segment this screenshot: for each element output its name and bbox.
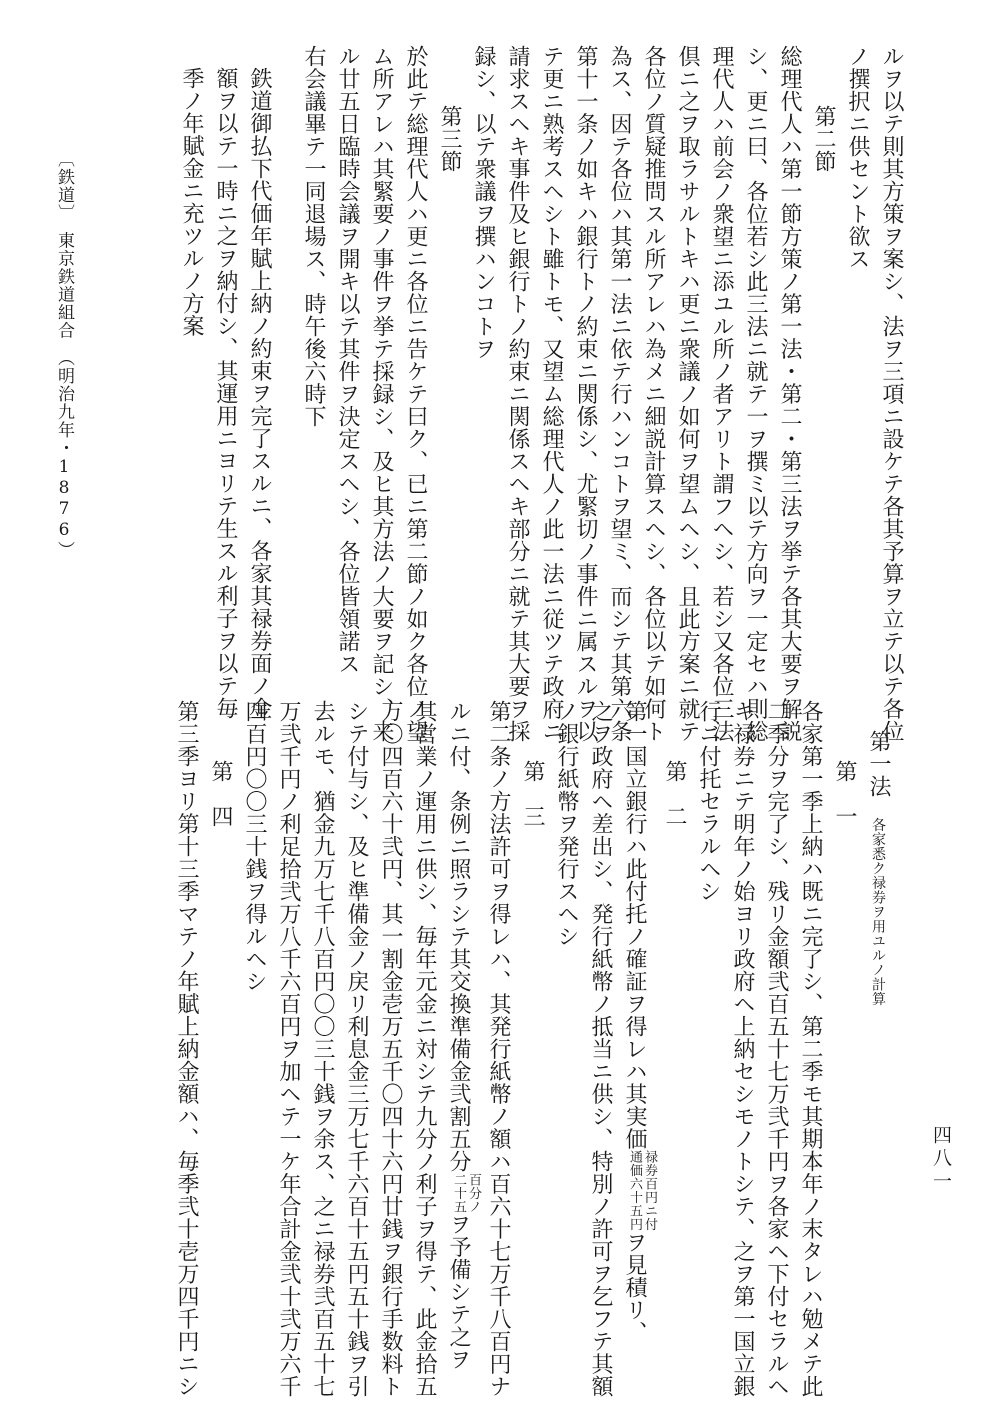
section-heading: 第三節 — [437, 105, 462, 173]
text-run: 第一国立銀行ハ此付托ノ確証ヲ得レハ其実価 — [622, 700, 647, 1150]
item-heading: 第 三 — [520, 760, 545, 828]
text-column: シ、更ニ曰、各位若シ此三法ニ就テ一ヲ撰ミ以テ方向ヲ一定セハ則総 — [743, 45, 768, 743]
text-column: 理代人ハ前会ノ衆望ニ添ユル所ノ者アリト謂フヘシ、若シ又各位三法 — [709, 45, 734, 743]
text-column: 各位ノ質疑推問スル所アレハ為メニ細説計算スヘシ、各位以テ如何ト — [641, 45, 666, 743]
text-column: キ禄券ニテ明年ノ始ヨリ政府ヘ上納セシモノトシテ、之ヲ第一国立銀 — [730, 700, 755, 1398]
text-column: 請求スヘキ事件及ヒ銀行トノ約束ニ関係スヘキ部分ニ就テ其大要ヲ採 — [505, 45, 530, 743]
text-column: 四百円〇〇三十銭ヲ得ルヘシ — [242, 700, 267, 993]
text-column: 第二条ノ方法許可ヲ得レハ、其発行紙幣ノ額ハ百六十七万千八百円ナ — [486, 700, 511, 1398]
gloss-line: 二十五 — [451, 1172, 466, 1213]
text-column: 為ス、因テ各位ハ其第一法ニ依テ行ハンコトヲ望ミ、而シテ其第六条 — [607, 45, 632, 743]
text-column: 二季分ヲ完了シ、残リ金額弐百五十七万弐千円ヲ各家ヘ下付セラルヘ — [764, 700, 789, 1398]
text-column: ルヲ以テ則其方策ヲ案シ、法ヲ三項ニ設ケテ各其予算ヲ立テ以テ各位 — [879, 45, 904, 743]
text-column: 万〇四百六十弐円、其一割金壱万五千〇四十六円廿銭ヲ銀行手数料ト — [378, 700, 403, 1398]
text-column: ム所アレハ其緊要ノ事件ヲ挙テ採録シ、及ヒ其方法ノ大要ヲ記シ、来 — [369, 45, 394, 743]
text-column: 右会議畢テ一同退場ス、時午後六時下 — [301, 45, 326, 428]
text-run: ルニ付、条例ニ照ラシテ其交換準備金弐割五分 — [446, 700, 471, 1173]
text-column: 鉄道御払下代価年賦上納ノ約束ヲ完了スルニ、各家其禄券面ノ金 — [247, 67, 272, 720]
lower-text-block — [169, 700, 895, 1398]
text-run: ヲ見積リ、 — [622, 1231, 647, 1344]
gloss-line: 通価六十五円 — [627, 1150, 642, 1231]
text-column: 第十一条ノ如キハ銀行トノ約束ニ関係シ、尤緊切ノ事件ニ属スルヲ以 — [573, 45, 598, 743]
method-subtitle: 各家悉ク禄券ヲ用ユルノ計算 — [870, 817, 886, 1006]
text-column: 録シ、以テ衆議ヲ撰ハンコトヲ — [471, 45, 496, 360]
gloss-line: 百分ノ — [466, 1172, 481, 1213]
text-column — [617, 700, 657, 1350]
text-column: ル廿五日臨時会議ヲ開キ以テ其件ヲ決定スヘシ、各位皆領諾ス — [335, 45, 360, 675]
text-column: 行ニ付托セラルヘシ — [696, 700, 721, 903]
method-title: 第一法 — [866, 730, 891, 798]
item-heading: 第 二 — [662, 760, 687, 828]
upper-text-block — [174, 45, 908, 743]
text-column: 各家第一季上納ハ既ニ完了シ、第二季モ其期本年ノ末タレハ勉メテ此 — [798, 700, 823, 1398]
text-column: 其営業ノ運用ニ供シ、毎年元金ニ対シテ九分ノ利子ヲ得テ、此金拾五 — [412, 700, 437, 1398]
method-heading — [861, 700, 895, 1350]
text-column: テ更ニ熟考スヘシト雖トモ、又望ム総理代人ノ此一法ニ従ツテ政府ニ — [539, 45, 564, 743]
text-column: ノ銀行紙幣ヲ発行スヘシ — [554, 700, 579, 948]
running-head: 〔鉄道〕 東京鉄道組合 （明治九年・1876） — [54, 150, 74, 559]
gloss-line: 禄券百円ニ付 — [642, 1150, 657, 1231]
column-gap — [276, 45, 296, 665]
text-column: 倶ニ之ヲ取ラサルトキハ更ニ衆議ノ如何ヲ望ムヘシ、且此方案ニ就テ — [675, 45, 700, 743]
inline-gloss — [627, 1150, 657, 1231]
text-column: 去ルモ、猶金九万七千八百円〇〇三十銭ヲ余ス、之ニ禄券弐百五十七 — [310, 700, 335, 1398]
text-column: 第三季ヨリ第十三季マテノ年賦上納金額ハ、毎季弐十壱万四千円ニシ — [174, 700, 199, 1398]
text-column: 額ヲ以テ一時ニ之ヲ納付シ、其運用ニヨリテ生スル利子ヲ以テ毎 — [213, 67, 238, 720]
item-heading: 第 一 — [832, 760, 857, 828]
text-column: ノ撰択ニ供セント欲ス — [845, 45, 870, 270]
section-heading: 第二節 — [811, 105, 836, 173]
text-column: 之ヲ政府ヘ差出シ、発行紙幣ノ抵当ニ供シ、特別ノ許可ヲ乞フテ其額 — [588, 700, 613, 1398]
text-column — [441, 700, 481, 1371]
text-column: 万弐千円ノ利足拾弐万八千六百円ヲ加ヘテ一ケ年合計金弐十弐万六千 — [276, 700, 301, 1398]
text-column: シテ付与シ、及ヒ準備金ノ戻リ利息金三万七千六百十五円五十銭ヲ引 — [344, 700, 369, 1398]
text-column: 於此テ総理代人ハ更ニ各位ニ告ケテ曰ク、已ニ第二節ノ如ク各位ノ望 — [403, 45, 428, 743]
text-column: 総理代人ハ第一節方策ノ第一法・第二・第三法ヲ挙テ各其大要ヲ解説 — [777, 45, 802, 743]
item-heading: 第 四 — [208, 760, 233, 828]
page-number: 四八一 — [930, 1125, 952, 1194]
inline-gloss — [451, 1173, 481, 1214]
text-run: ヲ予備シテ之ヲ — [446, 1213, 471, 1371]
text-column: 季ノ年賦金ニ充ツルノ方案 — [179, 67, 204, 337]
